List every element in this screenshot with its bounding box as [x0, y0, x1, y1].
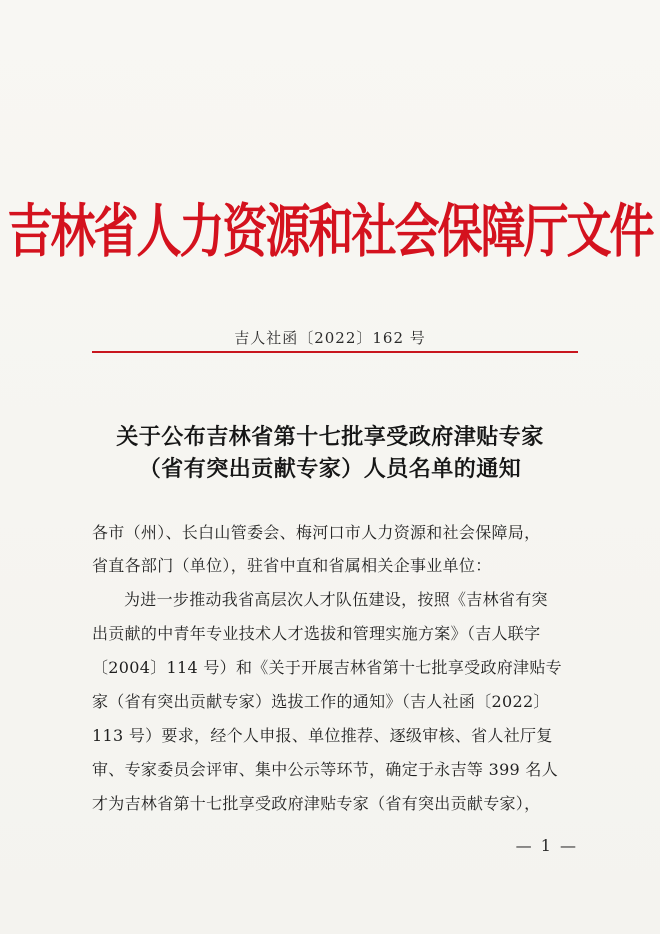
body-line: 审、专家委员会评审、集中公示等环节，确定于永吉等 399 名人 — [92, 760, 559, 779]
header-divider — [92, 351, 578, 353]
body-line: 家（省有突出贡献专家）选拔工作的通知》（吉人社函〔2022〕 — [92, 692, 550, 711]
body-line: 〔2004〕114 号）和《关于开展吉林省第十七批享受政府津贴专 — [92, 658, 562, 677]
body-line: 省直各部门（单位），驻省中直和省属相关企事业单位： — [92, 556, 492, 575]
notice-title-line-2: （省有突出贡献专家）人员名单的通知 — [138, 456, 522, 482]
body-line: 出贡献的中青年专业技术人才选拔和管理实施方案》（吉人联字 — [92, 624, 541, 643]
body-line: 各市（州）、长白山管委会、梅河口市人力资源和社会保障局， — [92, 523, 541, 542]
notice-title-line-1: 关于公布吉林省第十七批享受政府津贴专家 — [116, 424, 544, 450]
document-header-title: 吉林省人力资源和社会保障厅文件 — [7, 197, 653, 266]
body-line: 才为吉林省第十七批享受政府津贴专家（省有突出贡献专家）， — [92, 794, 541, 813]
body-line: 113 号）要求，经个人申报、单位推荐、逐级审核、省人社厅复 — [92, 726, 553, 745]
page-number: — 1 — — [515, 836, 578, 855]
document-number: 吉人社函〔2022〕162 号 — [234, 329, 426, 347]
body-line: 为进一步推动我省高层次人才队伍建设，按照《吉林省有突 — [124, 590, 548, 609]
